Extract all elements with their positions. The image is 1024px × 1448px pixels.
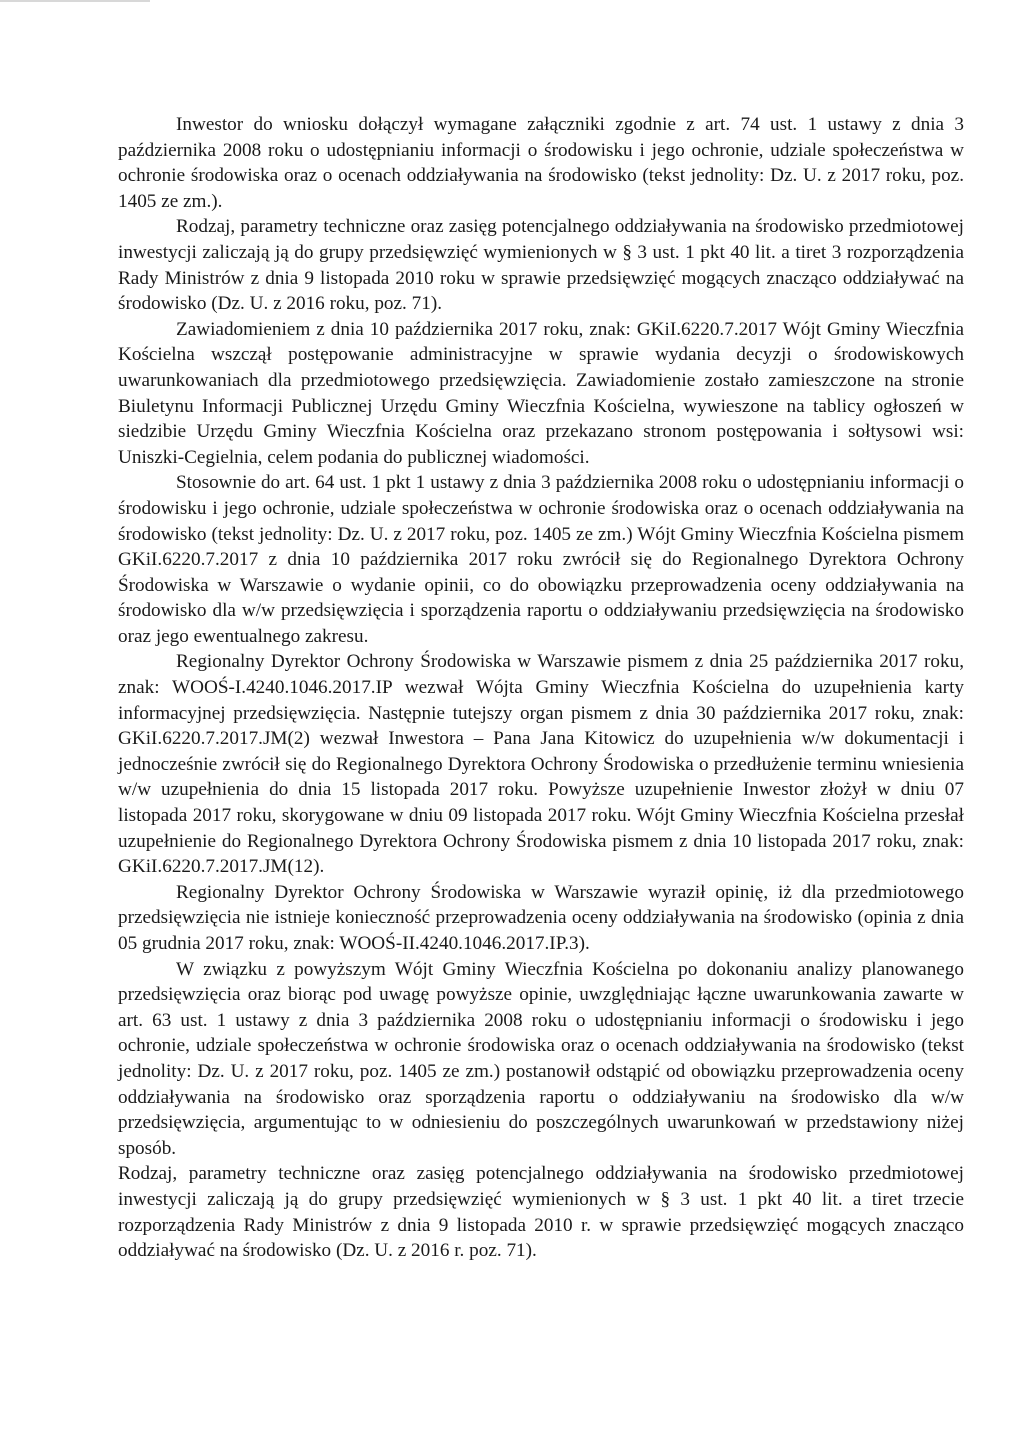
paragraph-decision-analysis: W związku z powyższym Wójt Gminy Wieczfnia Kościelna po dokonaniu analizy planowanego przedsięwzięcia oraz biorąc pod uwagę powyższe opinie, uwzględniając łączne uwarunkowania zawarte w art. 63 ust. 1 ustawy z dnia 3 października 2008 roku o udostępnianiu informacji o środowisku i jego ochronie, udziale społeczeństwa w ochronie środowiska oraz o ocenach oddziaływania na środowisko (tekst jednolity: Dz. U. z 2017 roku, poz. 1405 ze zm.) postanowił odstąpić od obowiązku przeprowadzenia oceny oddziaływania na środowisko oraz sporządzenia raportu o oddziaływaniu na środowisko dla w/w przedsięwzięcia, argumentując to w odniesieniu do poszczególnych uwarunkowań w przedstawiony niżej sposób. [118,958,964,1159]
document-page [118,112,964,1264]
paragraph-opinion-request: Stosownie do art. 64 ust. 1 pkt 1 ustawy z dnia 3 października 2008 roku o udostępnianiu informacji o środowisku i jego ochronie, udziale społeczeństwa w ochronie środowiska oraz o ocenach oddziaływania na środowisko (tekst jednolity: Dz. U. z 2017 roku, poz. 1405 ze zm.) Wójt Gminy Wieczfnia Kościelna pismem GKiI.6220.7.2017 z dnia 10 października 2017 roku zwrócił się do Regionalnego Dyrektora Ochrony Środowiska w Warszawie o wydanie opinii, co do obowiązku przeprowadzenia oceny oddziaływania na środowisko dla w/w przedsięwzięcia i sporządzenia raportu o oddziaływaniu przedsięwzięcia na środowisko oraz jego ewentualnego zakresu. [118,472,964,647]
scan-edge-mark [0,0,150,2]
paragraph-project-classification: Rodzaj, parametry techniczne oraz zasięg potencjalnego oddziaływania na środowisko przedmiotowej inwestycji zaliczają ją do grupy przedsięwzięć wymienionych w § 3 ust. 1 pkt 40 lit. a tiret 3 rozporządzenia Rady Ministrów z dnia 9 listopada 2010 roku w sprawie przedsięwzięć mogących znacząco oddziaływać na środowisko (Dz. U. z 2016 roku, poz. 71). [118,216,964,315]
paragraph-notification: Zawiadomieniem z dnia 10 października 2017 roku, znak: GKiI.6220.7.2017 Wójt Gminy Wieczfnia Kościelna wszczął postępowanie administracyjne w sprawie wydania decyzji o środowiskowych uwarunkowaniach dla przedmiotowego przedsięwzięcia. Zawiadomienie zostało zamieszczone na stronie Biuletynu Informacji Publicznej Urzędu Gminy Wieczfnia Kościelna, wywieszone na tablicy ogłoszeń w siedzibie Urzędu Gminy Wieczfnia Kościelna oraz przekazano stronom postępowania i sołtysowi wsi: Uniszki-Cegielnia, celem podania do publicznej wiadomości. [118,318,964,468]
paragraph-project-parameters: Rodzaj, parametry techniczne oraz zasięg potencjalnego oddziaływania na środowisko przedmiotowej inwestycji zaliczają ją do grupy przedsięwzięć wymienionych w § 3 ust. 1 pkt 40 lit. a tiret trzecie rozporządzenia Rady Ministrów z dnia 9 listopada 2010 r. w sprawie przedsięwzięć mogących znacząco oddziaływać na środowisko (Dz. U. z 2016 r. poz. 71). [118,1163,964,1262]
paragraph-rdos-opinion: Regionalny Dyrektor Ochrony Środowiska w Warszawie wyraził opinię, iż dla przedmiotowego przedsięwzięcia nie istnieje konieczność przeprowadzenia oceny oddziaływania na środowisko (opinia z dnia 05 grudnia 2017 roku, znak: WOOŚ-II.4240.1046.2017.IP.3). [118,881,964,954]
paragraph-attachments: Inwestor do wniosku dołączył wymagane załączniki zgodnie z art. 74 ust. 1 ustawy z dnia 3 października 2008 roku o udostępnianiu informacji o środowisku i jego ochronie, udziale społeczeństwa w ochronie środowiska oraz o ocenach oddziaływania na środowisko (tekst jednolity: Dz. U. z 2017 roku, poz. 1405 ze zm.). [118,114,964,212]
paragraph-supplementation: Regionalny Dyrektor Ochrony Środowiska w Warszawie pismem z dnia 25 października 2017 roku, znak: WOOŚ-I.4240.1046.2017.IP wezwał Wójta Gminy Wieczfnia Kościelna do uzupełnienia karty informacyjnej przedsięwzięcia. Następnie tutejszy organ pismem z dnia 30 października 2017 roku, znak: GKiI.6220.7.2017.JM(2) wezwał Inwestora – Pana Jana Kitowicz do uzupełnienia w/w dokumentacji i jednocześnie zwrócił się do Regionalnego Dyrektora Ochrony Środowiska o przedłużenie terminu wniesienia w/w uzupełnienia do dnia 15 listopada 2017 roku. Powyższe uzupełnienie Inwestor złożył w dniu 07 listopada 2017 roku, skorygowane w dniu 09 listopada 2017 roku. Wójt Gminy Wieczfnia Kościelna przesłał uzupełnienie do Regionalnego Dyrektora Ochrony Środowiska pismem z dnia 10 listopada 2017 roku, znak: GKiI.6220.7.2017.JM(12). [118,651,964,878]
